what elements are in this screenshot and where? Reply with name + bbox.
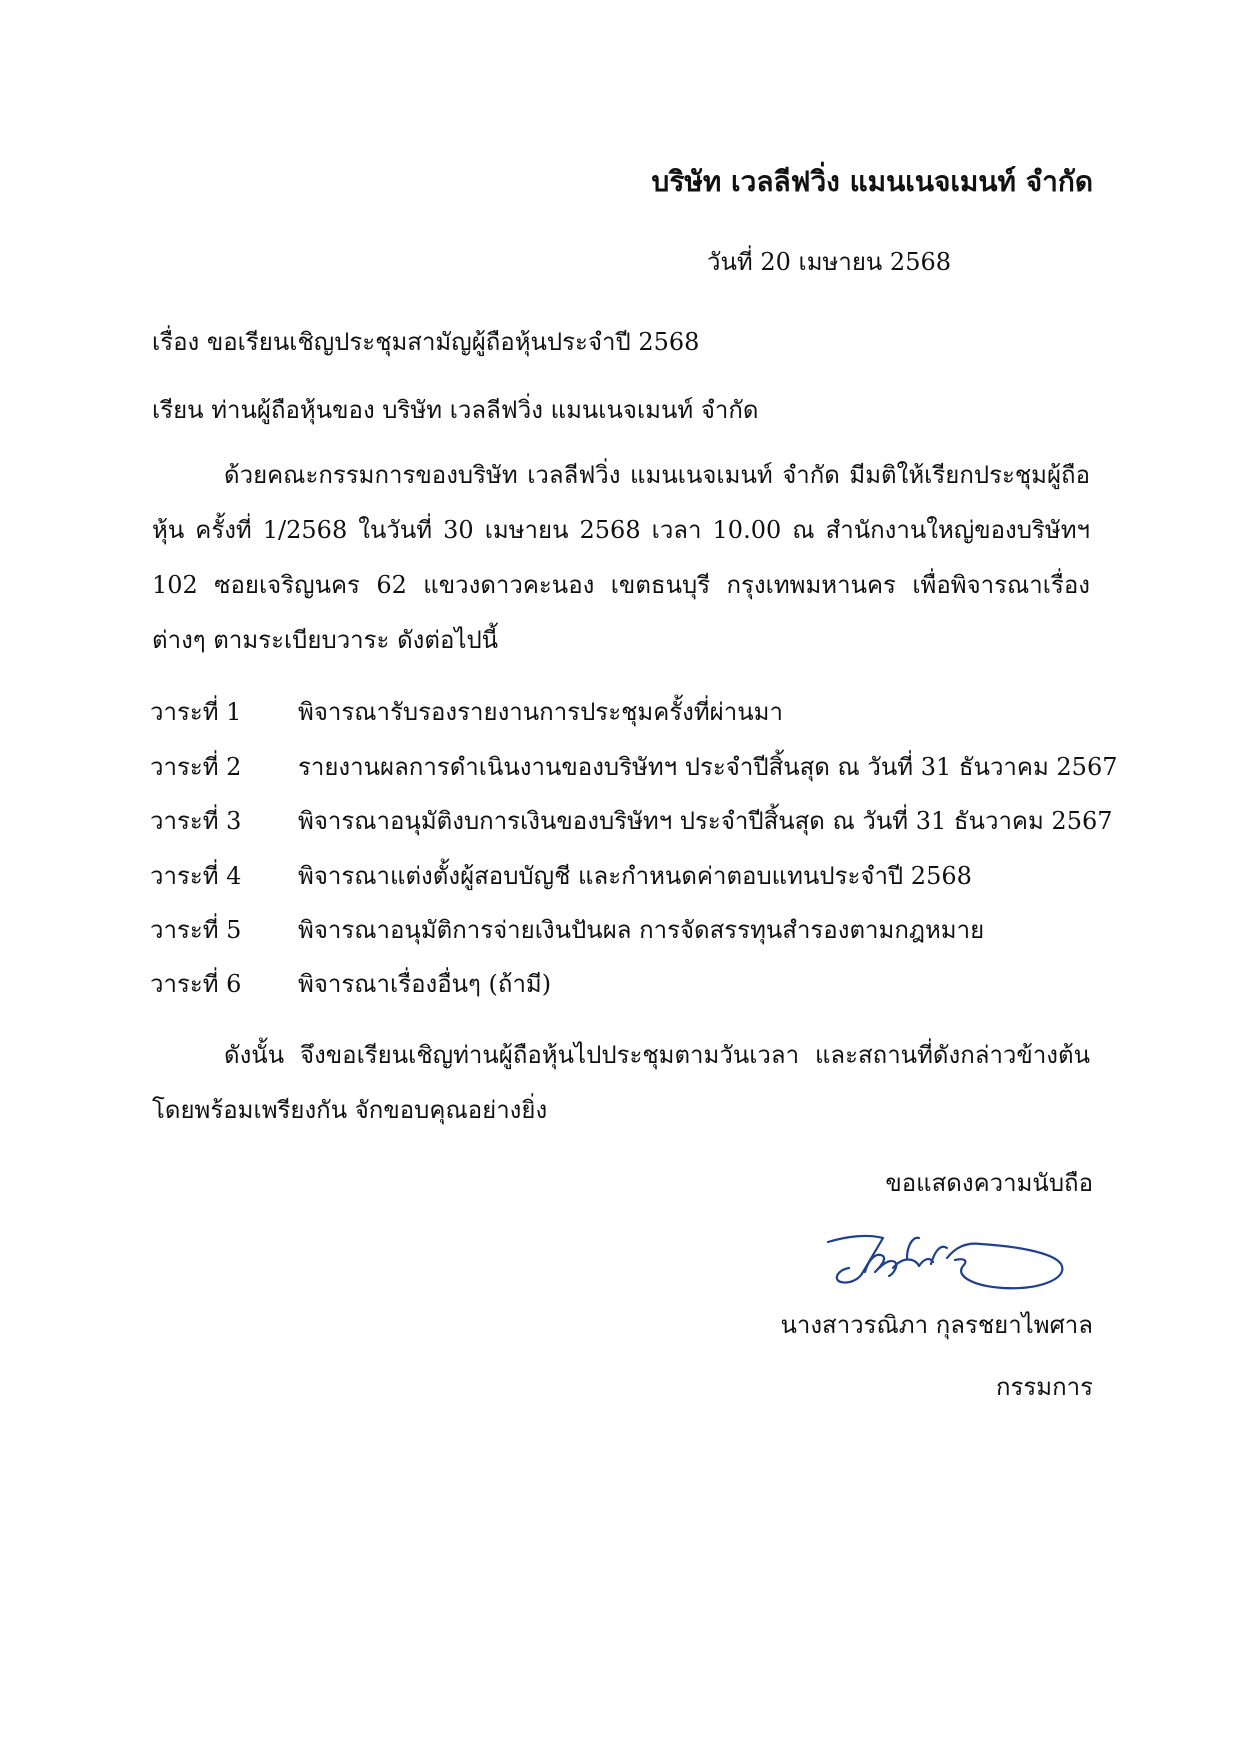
body-paragraph: ด้วยคณะกรรมการของบริษัท เวลลีฟวิ่ง แมนเนจเมนท์ จำกัด มีมติให้เรียกประชุมผู้ถือหุ้น ครั้งที่ 1/2568 ในวันที่ 30 เมษายน 2568 เวลา 10.00 ณ สำนักงานใหญ่ของบริษัทฯ 102 ซอยเจริญนคร 62 แขวงดาวคะนอง เขตธนบุรี กรุงเทพมหานคร เพื่อพิจารณาเรื่องต่างๆ ตามระเบียบวาระ ดังต่อไปนี้ (152, 461, 1090, 654)
agenda-text: พิจารณาเรื่องอื่นๆ (ถ้ามี) (298, 970, 552, 998)
signer-name: นางสาวรณิภา กุลรชยาไพศาล (780, 1311, 1093, 1339)
agenda-label: วาระที่ 1 (150, 698, 242, 726)
letter-subject: เรื่อง ขอเรียนเชิญประชุมสามัญผู้ถือหุ้นประจำปี 2568 (152, 328, 700, 356)
agenda-text: พิจารณารับรองรายงานการประชุมครั้งที่ผ่านมา (298, 698, 783, 726)
closing-paragraph: ดังนั้น จึงขอเรียนเชิญท่านผู้ถือหุ้นไปประชุมตามวันเวลา และสถานที่ดังกล่าวข้างต้น โดยพร้อมเพรียงกัน จักขอบคุณอย่างยิ่ง (152, 1041, 1090, 1124)
agenda-label: วาระที่ 6 (150, 970, 242, 998)
agenda-item (150, 801, 1113, 840)
agenda-item (150, 964, 551, 1003)
agenda-label: วาระที่ 5 (150, 916, 242, 944)
agenda-text: พิจารณาอนุมัติการจ่ายเงินปันผล การจัดสรรทุนสำรองตามกฎหมาย (298, 916, 985, 944)
agenda-label: วาระที่ 2 (150, 753, 242, 781)
handwritten-signature (823, 1228, 1068, 1298)
letter-date: วันที่ 20 เมษายน 2568 (707, 248, 951, 276)
signer-position: กรรมการ (995, 1373, 1093, 1401)
sign-off: ขอแสดงความนับถือ (885, 1169, 1093, 1197)
agenda-item (150, 910, 984, 949)
agenda-label: วาระที่ 4 (150, 862, 242, 890)
agenda-text: พิจารณาแต่งตั้งผู้สอบบัญชี และกำหนดค่าตอบแทนประจำปี 2568 (298, 862, 972, 890)
letter-recipient: เรียน ท่านผู้ถือหุ้นของ บริษัท เวลลีฟวิ่ง แมนเนจเมนท์ จำกัด (152, 396, 759, 424)
agenda-item (150, 747, 1117, 786)
agenda-label: วาระที่ 3 (150, 807, 242, 835)
company-name: บริษัท เวลลีฟวิ่ง แมนเนจเมนท์ จำกัด (651, 165, 1093, 198)
agenda-text: พิจารณาอนุมัติงบการเงินของบริษัทฯ ประจำปีสิ้นสุด ณ วันที่ 31 ธันวาคม 2567 (298, 807, 1113, 835)
agenda-item (150, 692, 783, 731)
agenda-item (150, 856, 972, 895)
agenda-text: รายงานผลการดำเนินงานของบริษัทฯ ประจำปีสิ้นสุด ณ วันที่ 31 ธันวาคม 2567 (298, 753, 1118, 781)
